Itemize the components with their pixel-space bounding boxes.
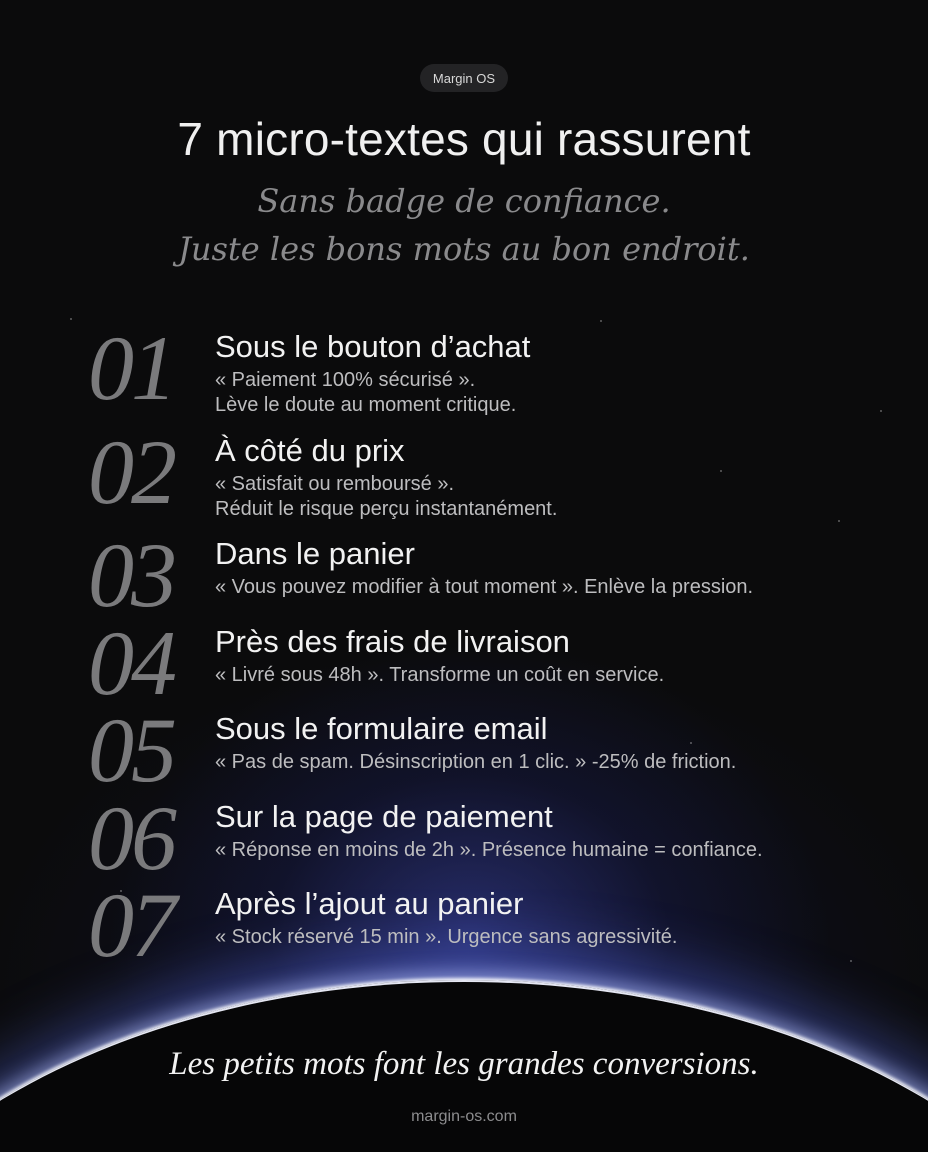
item-number: 02 bbox=[88, 421, 174, 523]
item-heading: Sous le bouton d’achat bbox=[215, 329, 531, 364]
item-heading: À côté du prix bbox=[215, 433, 405, 468]
brand-badge: Margin OS bbox=[420, 64, 508, 92]
list-item bbox=[0, 421, 928, 524]
item-description-line: « Réponse en moins de 2h ». Présence humaine = confiance. bbox=[215, 839, 763, 861]
star bbox=[70, 318, 72, 320]
item-heading: Dans le panier bbox=[215, 536, 415, 571]
item-description-line: Réduit le risque perçu instantanément. bbox=[215, 498, 558, 520]
footer-tagline: Les petits mots font les grandes conversions. bbox=[169, 1046, 759, 1082]
item-heading: Après l’ajout au panier bbox=[215, 886, 524, 921]
item-description bbox=[215, 575, 753, 600]
subtitle-line-1: Sans badge de confiance. bbox=[257, 182, 671, 220]
item-description bbox=[215, 663, 664, 688]
item-description-line: « Vous pouvez modifier à tout moment ». Enlève la pression. bbox=[215, 576, 754, 598]
page-title: 7 micro-textes qui rassurent bbox=[177, 113, 751, 165]
item-description-line: « Stock réservé 15 min ». Urgence sans agressivité. bbox=[215, 926, 678, 948]
subtitle-line-2: Juste les bons mots au bon endroit. bbox=[178, 230, 750, 268]
item-heading: Sous le formulaire email bbox=[215, 711, 548, 746]
item-heading: Sur la page de paiement bbox=[215, 799, 553, 834]
item-description-line: « Livré sous 48h ». Transforme un coût en service. bbox=[215, 664, 665, 686]
item-description bbox=[215, 925, 677, 950]
item-heading: Près des frais de livraison bbox=[215, 624, 570, 659]
list-item bbox=[0, 874, 928, 977]
item-number: 04 bbox=[88, 612, 174, 714]
item-number: 07 bbox=[88, 874, 174, 976]
item-number: 03 bbox=[88, 524, 174, 626]
item-description-line: « Paiement 100% sécurisé ». bbox=[215, 369, 476, 391]
star bbox=[600, 320, 602, 322]
item-number: 01 bbox=[88, 317, 174, 419]
item-description-line: « Pas de spam. Désinscription en 1 clic. » -25% de friction. bbox=[215, 751, 737, 773]
item-description-line: « Satisfait ou remboursé ». bbox=[215, 473, 455, 495]
item-description bbox=[215, 750, 736, 775]
list-item bbox=[0, 317, 928, 420]
item-description bbox=[215, 368, 516, 418]
footer-website: margin-os.com bbox=[411, 1108, 517, 1125]
item-description-line: Lève le doute au moment critique. bbox=[215, 394, 517, 416]
item-description bbox=[215, 838, 763, 863]
item-number: 05 bbox=[88, 699, 174, 801]
item-description bbox=[215, 472, 557, 522]
item-number: 06 bbox=[88, 787, 174, 889]
